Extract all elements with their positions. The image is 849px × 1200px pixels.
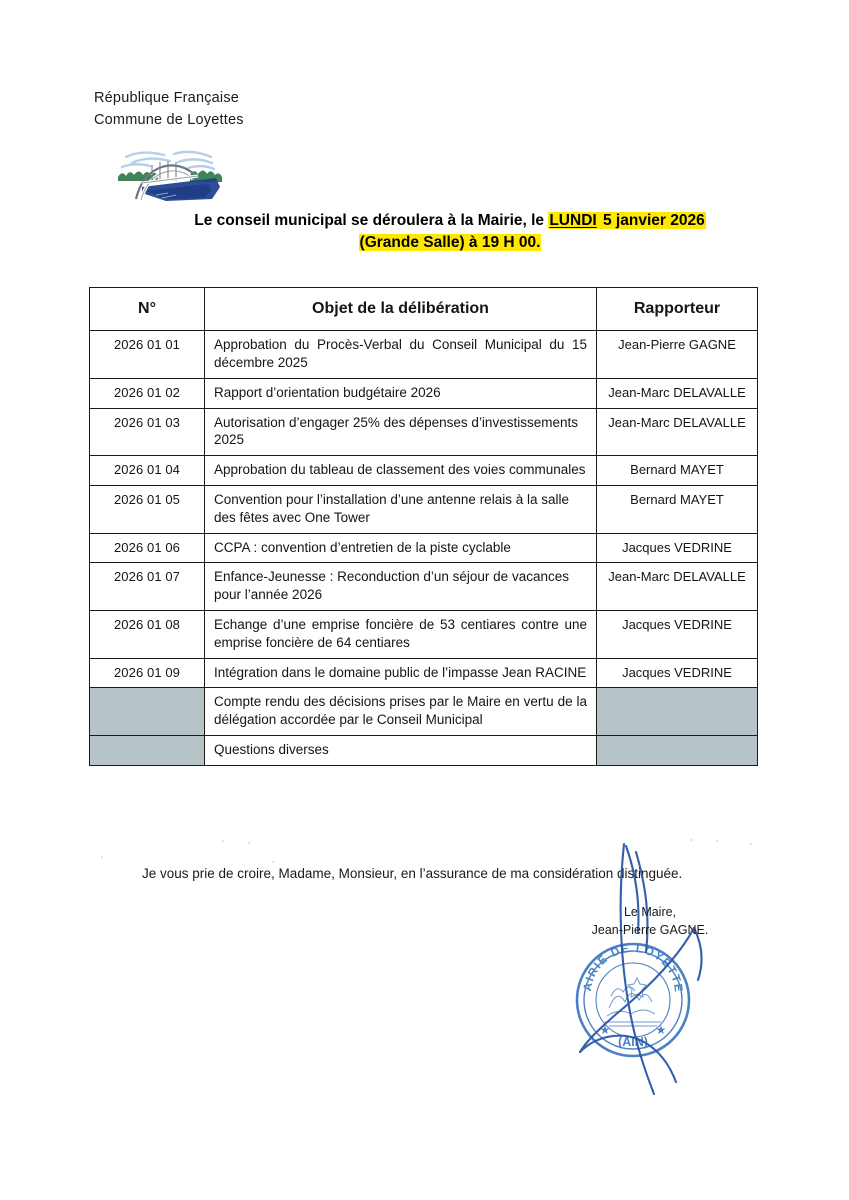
cell-objet: Enfance-Jeunesse : Reconduction d’un séjour de vacances pour l’année 2026	[205, 563, 597, 611]
table-row	[90, 611, 758, 659]
cell-rapporteur	[597, 688, 758, 736]
commune-bridge-logo-icon	[112, 143, 228, 205]
table-row	[90, 408, 758, 456]
announcement-prefix: Le conseil municipal se déroulera à la Mairie, le	[194, 212, 549, 229]
table-row	[90, 456, 758, 486]
svg-text:MAIRIE DE LOYETTES: MAIRIE DE LOYETTES	[581, 942, 685, 1003]
table-header-row	[90, 288, 758, 331]
cell-rapporteur	[597, 736, 758, 766]
table-row	[90, 485, 758, 533]
agenda-table	[89, 287, 758, 766]
cell-objet: Questions diverses	[205, 736, 597, 766]
cell-rapporteur: Jacques VEDRINE	[597, 611, 758, 659]
column-header-number: N°	[90, 288, 205, 331]
meeting-announcement	[120, 210, 780, 255]
table-row	[90, 563, 758, 611]
signature-role: Le Maire,	[623, 905, 677, 919]
cell-number: 2026 01 07	[90, 563, 205, 611]
cell-rapporteur: Bernard MAYET	[597, 485, 758, 533]
svg-text:★: ★	[655, 1023, 667, 1037]
scan-speck	[272, 861, 274, 863]
closing-sentence: Je vous prie de croire, Madame, Monsieur, en l’assurance de ma considération distinguée.	[142, 866, 683, 881]
cell-objet: Approbation du tableau de classement des voies communales	[205, 456, 597, 486]
cell-number	[90, 688, 205, 736]
svg-text:(AIN): (AIN)	[618, 1035, 648, 1049]
column-header-objet: Objet de la délibération	[205, 288, 597, 331]
letterhead-line-republic: République Française	[94, 90, 240, 106]
official-stamp	[577, 943, 689, 1056]
cell-rapporteur: Jean-Marc DELAVALLE	[597, 378, 758, 408]
announcement-day-highlight: LUNDI	[549, 212, 597, 229]
letterhead	[94, 88, 244, 132]
table-row	[90, 331, 758, 379]
scan-speck	[222, 840, 224, 842]
cell-number: 2026 01 05	[90, 485, 205, 533]
signature-block	[560, 903, 740, 939]
svg-text:★: ★	[599, 1023, 611, 1037]
cell-rapporteur: Jean-Pierre GAGNE	[597, 331, 758, 379]
cell-rapporteur: Jean-Marc DELAVALLE	[597, 563, 758, 611]
announcement-place-time-highlight: (Grande Salle) à 19 H 00.	[359, 234, 541, 252]
scan-speck	[690, 839, 692, 841]
cell-objet: Intégration dans le domaine public de l’impasse Jean RACINE	[205, 658, 597, 688]
cell-objet: Autorisation d’engager 25% des dépenses d’investissements 2025	[205, 408, 597, 456]
cell-rapporteur: Jacques VEDRINE	[597, 658, 758, 688]
cell-number: 2026 01 04	[90, 456, 205, 486]
cell-objet: Compte rendu des décisions prises par le Maire en vertu de la délégation accordée par le Conseil Municipal	[205, 688, 597, 736]
cell-number: 2026 01 08	[90, 611, 205, 659]
cell-number: 2026 01 02	[90, 378, 205, 408]
scan-speck	[248, 842, 250, 844]
cell-objet: Approbation du Procès-Verbal du Conseil Municipal du 15 décembre 2025	[205, 331, 597, 379]
cell-number: 2026 01 03	[90, 408, 205, 456]
cell-rapporteur: Jean-Marc DELAVALLE	[597, 408, 758, 456]
cell-objet: Convention pour l’installation d’une antenne relais à la salle des fêtes avec One Tower	[205, 485, 597, 533]
column-header-rapporteur: Rapporteur	[597, 288, 758, 331]
cell-rapporteur: Jacques VEDRINE	[597, 533, 758, 563]
table-row	[90, 533, 758, 563]
table-row	[90, 736, 758, 766]
cell-objet: CCPA : convention d’entretien de la piste cyclable	[205, 533, 597, 563]
table-row	[90, 658, 758, 688]
cell-number: 2026 01 09	[90, 658, 205, 688]
table-row	[90, 688, 758, 736]
letterhead-line-commune: Commune de Loyettes	[94, 111, 244, 128]
cell-rapporteur: Bernard MAYET	[597, 456, 758, 486]
cell-objet: Echange d’une emprise foncière de 53 centiares contre une emprise foncière de 64 centiares	[205, 611, 597, 659]
cell-number: 2026 01 06	[90, 533, 205, 563]
cell-number: 2026 01 01	[90, 331, 205, 379]
agenda-table-body	[90, 331, 758, 766]
scan-speck	[750, 843, 752, 845]
scan-speck	[101, 856, 103, 858]
cell-objet: Rapport d’orientation budgétaire 2026	[205, 378, 597, 408]
cell-number	[90, 736, 205, 766]
signature-name: Jean-Pierre GAGNE.	[591, 923, 709, 938]
table-row	[90, 378, 758, 408]
scan-speck	[716, 840, 718, 842]
announcement-date-highlight: 5 janvier 2026	[598, 212, 705, 229]
